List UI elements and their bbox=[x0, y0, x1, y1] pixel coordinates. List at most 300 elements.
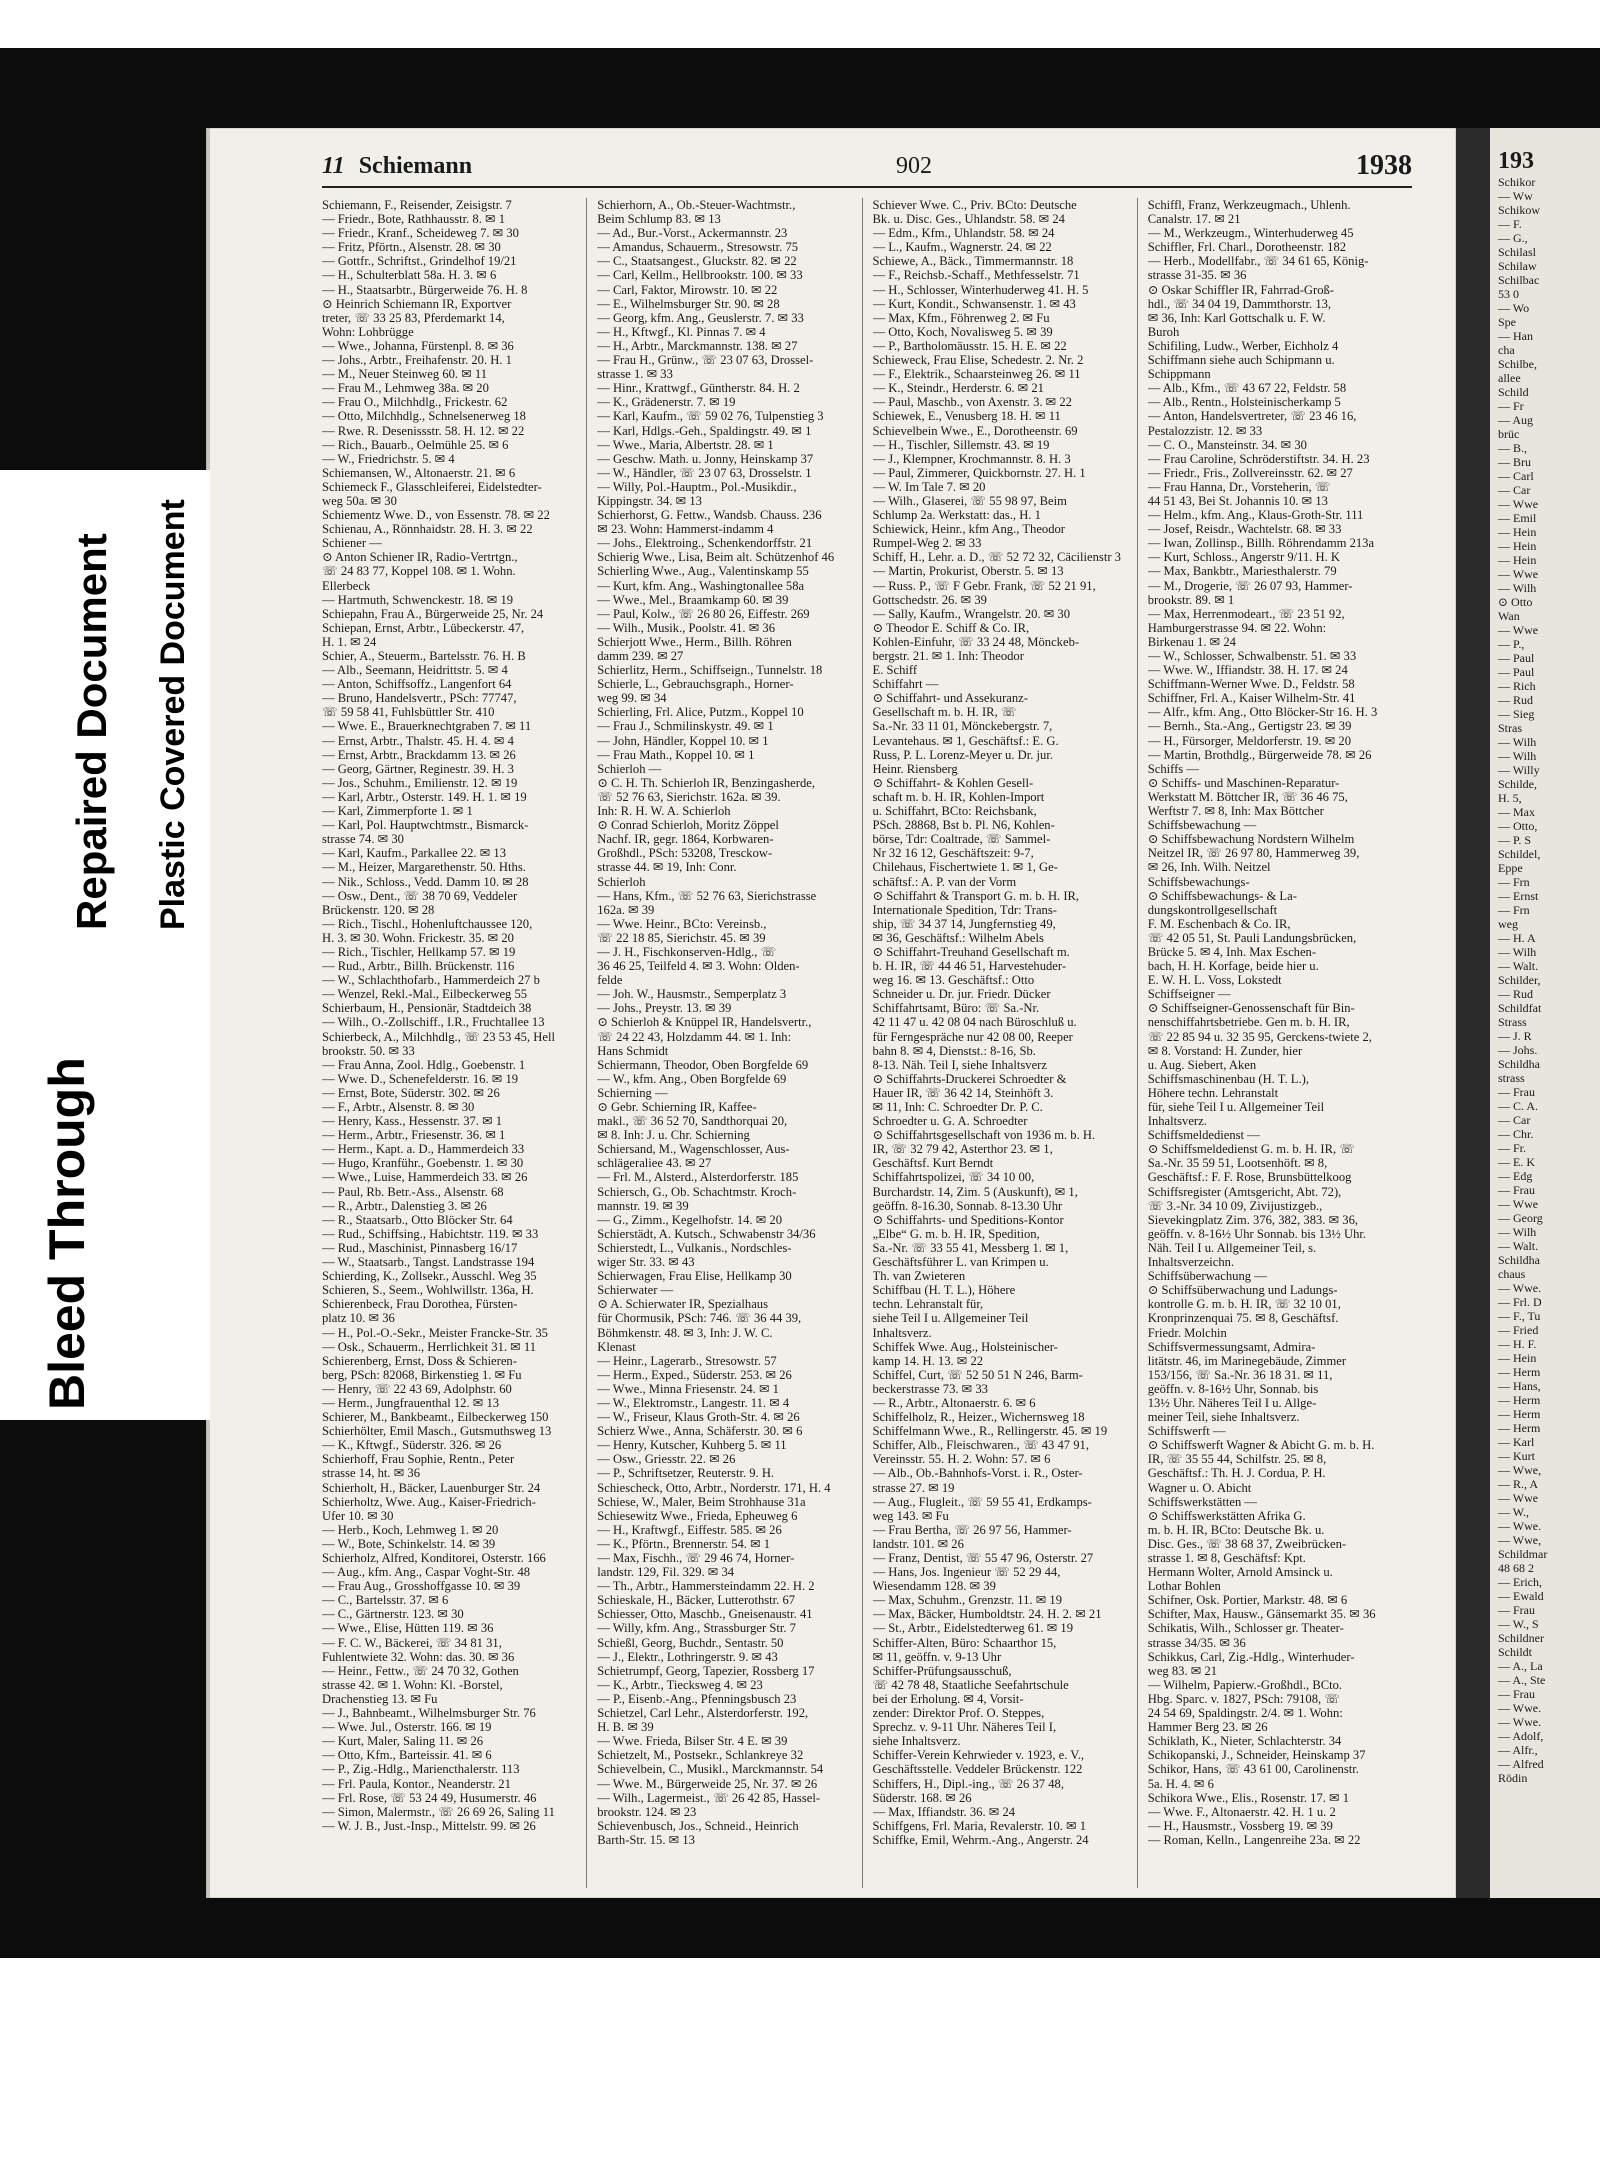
directory-entry: E. W. H. L. Voss, Lokstedt bbox=[1147, 973, 1282, 988]
directory-entry: — Willy, kfm. Ang., Strassburger Str. 7 bbox=[597, 1621, 796, 1636]
directory-entry: Schiffsmaschinenbau (H. T. L.), bbox=[1147, 1071, 1309, 1086]
directory-entry: — Frau Math., Koppel 10. ✉ 1 bbox=[597, 747, 755, 762]
directory-entry: — J., Bahnbeamt., Wilhelmsburger Str. 76 bbox=[322, 1706, 536, 1721]
directory-entry: Schierling, Frl. Alice, Putzm., Koppel 10 bbox=[597, 705, 804, 720]
directory-entry: Schiesser, Otto, Maschb., Gneisenaustr. 41 bbox=[597, 1607, 813, 1622]
directory-entry: 8-13. Näh. Teil I, siehe Inhaltsverz bbox=[872, 1057, 1047, 1072]
next-page-line: — Alfr., bbox=[1498, 1743, 1538, 1757]
directory-entry: Schiffsbewachung — bbox=[1147, 818, 1257, 833]
directory-entry: Schiffsbewachungs- bbox=[1147, 874, 1250, 889]
directory-entry: — Rich., Tischl., Hohenluftchaussee 120, bbox=[322, 916, 533, 931]
directory-entry: — Bruno, Handelsvertr., PSch: 77747, bbox=[322, 691, 517, 706]
next-page-line: — Herm bbox=[1498, 1407, 1541, 1421]
next-page-line: — Frl. D bbox=[1498, 1295, 1542, 1309]
directory-entry: — Aug., kfm. Ang., Caspar Voght-Str. 48 bbox=[322, 1565, 531, 1580]
directory-entry: 13½ Uhr. Näheres Teil I u. Allge- bbox=[1147, 1395, 1317, 1410]
directory-entry: — Wwe., Luise, Hammerdeich 33. ✉ 26 bbox=[322, 1170, 528, 1185]
directory-entry: — Paul, Kolw., ☏ 26 80 26, Eiffestr. 269 bbox=[597, 606, 810, 621]
directory-entry: Schiffke, Emil, Wehrm.-Ang., Angerstr. 24 bbox=[872, 1832, 1089, 1847]
directory-entry: strasse 31-35. ✉ 36 bbox=[1147, 268, 1247, 283]
directory-entry: ☏ 22 85 94 u. 32 35 95, Gerckens-twiete 2, bbox=[1147, 1029, 1372, 1044]
directory-entry: — Paul, Maschb., von Axenstr. 3. ✉ 22 bbox=[872, 395, 1072, 410]
directory-entry: — Alb., Rentn., Holsteinischerkamp 5 bbox=[1147, 395, 1341, 410]
directory-entry: Schiese, W., Maler, Beim Strohhause 31a bbox=[597, 1494, 806, 1509]
scan-frame bbox=[0, 48, 1600, 1958]
directory-entry: — Edm., Kfm., Uhlandstr. 58. ✉ 24 bbox=[872, 226, 1055, 241]
directory-entry: Schiffswerft — bbox=[1147, 1424, 1226, 1439]
next-page-line: Schilder, bbox=[1498, 973, 1541, 987]
directory-entry: — Herb., Modellfabr., ☏ 34 61 65, König- bbox=[1147, 254, 1369, 269]
directory-entry: Böhmkenstr. 48. ✉ 3, Inh: J. W. C. bbox=[597, 1325, 773, 1340]
directory-entry: — R., Arbtr., Dalenstieg 3. ✉ 26 bbox=[322, 1198, 487, 1213]
directory-entry: Schiersch, G., Ob. Schachtmstr. Kroch- bbox=[597, 1184, 797, 1199]
directory-entry: strasse 14, ht. ✉ 36 bbox=[322, 1466, 421, 1481]
document-condition-labels bbox=[0, 470, 210, 1420]
directory-entry: Schneider u. Dr. jur. Friedr. Dücker bbox=[872, 987, 1051, 1002]
directory-entry: Schiermann, Theodor, Oben Borgfelde 69 bbox=[597, 1057, 809, 1072]
directory-column-3 bbox=[873, 198, 1138, 1888]
directory-entry: — Rud., Arbtr., Billh. Brückenstr. 116 bbox=[322, 959, 515, 974]
next-page-line: — Hein bbox=[1498, 525, 1537, 539]
directory-entry: — Anton, Schiffsoffz., Langenfort 64 bbox=[322, 677, 512, 692]
directory-entry: Barth-Str. 15. ✉ 13 bbox=[597, 1832, 695, 1847]
directory-entry: — Frau O., Milchhdlg., Frickestr. 62 bbox=[322, 395, 508, 410]
book-gutter bbox=[1456, 128, 1490, 1898]
directory-entry: H. B. ✉ 39 bbox=[597, 1720, 654, 1735]
directory-entry: — Frau Bertha, ☏ 26 97 56, Hammer- bbox=[872, 1522, 1072, 1537]
directory-entry: Nr 32 16 12, Geschäftszeit: 9-7, bbox=[872, 846, 1034, 861]
next-page-line: Strass bbox=[1498, 1015, 1527, 1029]
directory-entry: Schierz Wwe., Anna, Schäferstr. 30. ✉ 6 bbox=[597, 1424, 803, 1439]
next-page-line: — Willy bbox=[1498, 763, 1540, 777]
directory-entry: Inhaltsverzeichn. bbox=[1147, 1255, 1235, 1270]
directory-entry: — J., Elektr., Lothringerstr. 9. ✉ 43 bbox=[597, 1649, 778, 1664]
directory-entry: brookstr. 89. ✉ 1 bbox=[1147, 592, 1235, 607]
next-page-edge bbox=[1490, 128, 1600, 1898]
directory-entry: Schlump 2a. Werkstatt: das., H. 1 bbox=[872, 508, 1041, 523]
directory-entry: Süderstr. 168. ✉ 26 bbox=[872, 1790, 972, 1805]
directory-entry: Schierwagen, Frau Elise, Hellkamp 30 bbox=[597, 1269, 792, 1284]
directory-entry: Schierig Wwe., Lisa, Beim alt. Schützenhof 46 bbox=[597, 550, 835, 565]
directory-entry: — W., Friseur, Klaus Groth-Str. 4. ✉ 26 bbox=[597, 1410, 800, 1425]
directory-entry: Schierhölter, Emil Masch., Gutsmuthsweg 13 bbox=[322, 1424, 552, 1439]
directory-entry: Schiemeck F., Glasschleiferei, Eidelstedter- bbox=[322, 479, 542, 494]
directory-entry: Schiffek Wwe. Aug., Holsteinischer- bbox=[872, 1339, 1058, 1354]
directory-entry: ⊙ Schiffseigner-Genossenschaft für Bin- bbox=[1147, 1001, 1355, 1016]
directory-entry: — P., Bartholomäusstr. 15. H. E. ✉ 22 bbox=[872, 338, 1067, 353]
next-page-line: Schildfat bbox=[1498, 1001, 1542, 1015]
directory-entry: Kohlen-Einfuhr, ☏ 33 24 48, Mönckeb- bbox=[872, 634, 1080, 649]
directory-entry: — Josef, Reisdr., Wachtelstr. 68. ✉ 33 bbox=[1147, 522, 1342, 537]
directory-entry: Hans Schmidt bbox=[597, 1043, 669, 1058]
directory-entry: Schiffgens, Frl. Maria, Revalerstr. 10. ✉ 1 bbox=[872, 1818, 1087, 1833]
directory-entry: — Georg, Gärtner, Reginestr. 39. H. 3 bbox=[322, 761, 514, 776]
directory-entry: Bk. u. Disc. Ges., Uhlandstr. 58. ✉ 24 bbox=[872, 212, 1065, 227]
directory-entry: — Kurt, Schloss., Angerstr 9/11. H. K bbox=[1147, 550, 1341, 565]
directory-entry: weg 83. ✉ 21 bbox=[1147, 1663, 1218, 1678]
next-page-line: — Otto, bbox=[1498, 819, 1538, 833]
directory-entry: für Chormusik, PSch: 746. ☏ 36 44 39, bbox=[597, 1311, 802, 1326]
directory-entry: — Rich., Bauarb., Oelmühle 25. ✉ 6 bbox=[322, 437, 509, 452]
next-page-line: — Paul bbox=[1498, 651, 1535, 665]
directory-entry: — Martin, Prokurist, Oberstr. 5. ✉ 13 bbox=[872, 564, 1064, 579]
next-page-line: Schildner bbox=[1498, 1631, 1544, 1645]
directory-entry: — Geschw. Math. u. Jonny, Heinskamp 37 bbox=[597, 451, 814, 466]
directory-entry: Hammer Berg 23. ✉ 26 bbox=[1147, 1720, 1268, 1735]
next-page-line: — Hein bbox=[1498, 553, 1537, 567]
directory-entry: ⊙ Anton Schiener IR, Radio-Vertrtgn., bbox=[322, 550, 518, 565]
directory-entry: — Max, Schuhm., Grenzstr. 11. ✉ 19 bbox=[872, 1593, 1063, 1608]
directory-entry: — E., Wilhelmsburger Str. 90. ✉ 28 bbox=[597, 296, 780, 311]
directory-entry: — Johs., Preystr. 13. ✉ 39 bbox=[597, 1001, 732, 1016]
directory-entry: — Frau H., Grünw., ☏ 23 07 63, Drossel- bbox=[597, 353, 814, 368]
directory-entry: — Nik., Schloss., Vedd. Damm 10. ✉ 28 bbox=[322, 874, 529, 889]
directory-entry: ⊙ Heinrich Schiemann IR, Exportver bbox=[322, 296, 512, 311]
directory-entry: Schiffelmann Wwe., R., Rellingerstr. 45. ✉ 19 bbox=[872, 1424, 1108, 1439]
directory-entry: Schiffer-Prüfungsausschuß, bbox=[872, 1663, 1012, 1678]
directory-entry: Schievelbein, C., Musikl., Marckmannstr. 54 bbox=[597, 1762, 824, 1777]
next-page-line: — Wwe. bbox=[1498, 1519, 1542, 1533]
directory-entry: — W. Im Tale 7. ✉ 20 bbox=[872, 479, 986, 494]
directory-entry: — F., Elektrik., Schaarsteinweg 26. ✉ 11 bbox=[872, 367, 1081, 382]
directory-entry: — Wwe., Mel., Braamkamp 60. ✉ 39 bbox=[597, 592, 789, 607]
directory-entry: Schiepahn, Frau A., Bürgerweide 25, Nr. 24 bbox=[322, 606, 544, 621]
directory-entry: Schierloh — bbox=[597, 761, 662, 776]
directory-entry: Schierholz, Alfred, Konditorei, Osterstr. 166 bbox=[322, 1551, 546, 1565]
directory-entry: Wiesendamm 128. ✉ 39 bbox=[872, 1579, 996, 1594]
directory-entry: — Frau Aug., Grosshoffgasse 10. ✉ 39 bbox=[322, 1579, 521, 1594]
directory-entry: ✉ 26, Inh. Wilh. Neitzel bbox=[1147, 860, 1271, 875]
directory-entry: ⊙ Schiffahrtsgesellschaft von 1936 m. b. H. bbox=[872, 1128, 1096, 1143]
directory-entry: nenschiffahrtsbetriebe. Gen m. b. H. IR, bbox=[1147, 1015, 1350, 1030]
directory-entry: Sievekingplatz Zim. 376, 382, 383. ✉ 36, bbox=[1147, 1212, 1359, 1227]
directory-entry: Schroedter u. G. A. Schroedter bbox=[872, 1114, 1028, 1129]
directory-entry: ⊙ Conrad Schierloh, Moritz Zöppel bbox=[597, 818, 779, 833]
directory-entry: makl., ☏ 36 52 70, Sandthorquai 20, bbox=[597, 1114, 788, 1129]
directory-entry: beckerstrasse 73. ✉ 33 bbox=[872, 1381, 988, 1396]
directory-entry: siehe Inhaltsverz. bbox=[872, 1734, 961, 1749]
next-page-line: — Frau bbox=[1498, 1603, 1535, 1617]
directory-entry: — Roman, Kelln., Langenreihe 23a. ✉ 22 bbox=[1147, 1832, 1361, 1847]
next-page-line: — Sieg bbox=[1498, 707, 1535, 721]
next-page-line: — P., bbox=[1498, 637, 1525, 651]
directory-entry: Schiffs — bbox=[1147, 761, 1199, 776]
directory-entry: meiner Teil, siehe Inhaltsverz. bbox=[1147, 1410, 1300, 1425]
directory-entry: Schievelbein Wwe., E., Dorotheenstr. 69 bbox=[872, 423, 1078, 438]
directory-entry: — Friedr., Bote, Rathhausstr. 8. ✉ 1 bbox=[322, 212, 506, 227]
directory-entry: — R., Arbtr., Altonaerstr. 6. ✉ 6 bbox=[872, 1395, 1036, 1410]
directory-page bbox=[206, 128, 1456, 1898]
directory-entry: — Osw., Griesstr. 22. ✉ 26 bbox=[597, 1452, 736, 1467]
directory-entry: Schiffsvermessungsamt, Admira- bbox=[1147, 1339, 1316, 1354]
next-page-line: Schildel, bbox=[1498, 847, 1541, 861]
next-page-line: — B., bbox=[1498, 441, 1528, 455]
next-page-line: brüc bbox=[1498, 427, 1520, 441]
directory-entry: Vereinsstr. 55. H. 2. Wohn: 57. ✉ 6 bbox=[872, 1452, 1051, 1467]
directory-entry: ☏ 52 76 63, Sierichstr. 162a. ✉ 39. bbox=[597, 789, 781, 804]
directory-entry: bach, H. H. Korfage, beide hier u. bbox=[1147, 959, 1319, 974]
directory-entry: — Karl, Pol. Hauptwchtmstr., Bismarck- bbox=[322, 818, 529, 833]
directory-entry: bergstr. 21. ✉ 1. Inh: Theodor bbox=[872, 649, 1024, 663]
directory-entry: kamp 14. H. 13. ✉ 22 bbox=[872, 1353, 984, 1368]
directory-entry: Näh. Teil I u. Allgemeiner Teil, s. bbox=[1147, 1240, 1317, 1255]
directory-entry: Schierding, K., Zollsekr., Ausschl. Weg 35 bbox=[322, 1269, 537, 1284]
directory-entry: — W., kfm. Ang., Oben Borgfelde 69 bbox=[597, 1071, 787, 1086]
directory-entry: bahn 8. ✉ 4, Dienstst.: 8-16, Sb. bbox=[872, 1043, 1036, 1058]
directory-entry: Schierer, M., Bankbeamt., Eilbeckerweg 150 bbox=[322, 1410, 549, 1425]
directory-entry: — Aug., Flugleit., ☏ 59 55 41, Erdkamps- bbox=[872, 1494, 1092, 1509]
directory-entry: landstr. 101. ✉ 26 bbox=[872, 1536, 964, 1551]
directory-entry: — Wilh., Lagermeist., ☏ 26 42 85, Hassel- bbox=[597, 1790, 821, 1805]
page-header bbox=[322, 146, 1412, 188]
directory-entry: Brücke 5. ✉ 4, Inh. Max Eschen- bbox=[1147, 944, 1317, 959]
directory-entry: — Otto, Milchhdlg., Schnelsenerweg 18 bbox=[322, 409, 526, 424]
next-page-line: — Wilh bbox=[1498, 749, 1537, 763]
directory-entry: IR, ☏ 32 79 42, Asterthor 23. ✉ 1, bbox=[872, 1142, 1053, 1157]
directory-entry: — Wilhelm, Papierw.-Großhdl., BCto. bbox=[1147, 1677, 1343, 1692]
directory-entry: — Wwe. W., Iffiandstr. 38. H. 17. ✉ 24 bbox=[1147, 663, 1348, 678]
directory-entry: — Paul, Rb. Betr.-Ass., Alsenstr. 68 bbox=[322, 1184, 504, 1199]
directory-entry: — Sally, Kaufm., Wrangelstr. 20. ✉ 30 bbox=[872, 606, 1071, 621]
directory-entry: 5a. H. 4. ✉ 6 bbox=[1147, 1776, 1214, 1791]
next-page-line: — P. S bbox=[1498, 833, 1532, 847]
directory-entry: — Russ. P., ☏ F Gebr. Frank, ☏ 52 21 91, bbox=[872, 578, 1096, 593]
next-page-line: — H. A bbox=[1498, 931, 1536, 945]
directory-entry: berg, PSch: 82068, Birkenstieg 1. ✉ Fu bbox=[322, 1367, 522, 1382]
next-page-line: — Bru bbox=[1498, 455, 1531, 469]
directory-entry: Schierhoff, Frau Sophie, Rentn., Peter bbox=[322, 1452, 515, 1467]
directory-entry: Neitzel IR, ☏ 26 97 80, Hammerweg 39, bbox=[1147, 846, 1360, 861]
directory-entry: Schiffswerkstätten — bbox=[1147, 1494, 1257, 1509]
directory-entry: Schiffmann-Werner Wwe. D., Feldstr. 58 bbox=[1147, 677, 1355, 692]
next-page-line: — Ww bbox=[1498, 189, 1533, 203]
directory-entry: Schienau, A., Rönnhaidstr. 28. H. 3. ✉ 22 bbox=[322, 522, 533, 537]
directory-entry: u. Aug. Siebert, Aken bbox=[1147, 1057, 1257, 1072]
next-page-line: Schilbe, bbox=[1498, 357, 1537, 371]
directory-entry: Kronprinzenquai 75. ✉ 8, Geschäftsf. bbox=[1147, 1311, 1339, 1326]
directory-entry: u. Schiffahrt, BCto: Reichsbank, bbox=[872, 804, 1037, 819]
next-page-line: — Wilh bbox=[1498, 1225, 1537, 1239]
heading-name: Schiemann bbox=[358, 152, 473, 179]
directory-entry: Schikatis, Wilh., Schlosser gr. Theater- bbox=[1147, 1621, 1344, 1636]
directory-entry: ☏ 24 83 77, Koppel 108. ✉ 1. Wohn. bbox=[322, 564, 516, 579]
next-page-line: weg bbox=[1498, 917, 1518, 931]
directory-entry: — Johs., Arbtr., Freihafenstr. 20. H. 1 bbox=[322, 353, 512, 368]
next-page-line: Stras bbox=[1498, 721, 1522, 735]
next-page-line: — Frau bbox=[1498, 1183, 1535, 1197]
directory-entry: Schiepan, Ernst, Arbtr., Lübeckerstr. 47, bbox=[322, 620, 525, 635]
directory-entry: ☏ 22 18 85, Sierichstr. 45. ✉ 39 bbox=[597, 930, 766, 945]
directory-entry: — St., Arbtr., Eidelstedterweg 61. ✉ 19 bbox=[872, 1621, 1073, 1636]
next-page-line: — F. bbox=[1498, 217, 1522, 231]
directory-entry: ⊙ Schiffswerft Wagner & Abicht G. m. b. H. bbox=[1147, 1438, 1375, 1453]
directory-entry: — K., Steindr., Herderstr. 6. ✉ 21 bbox=[872, 381, 1044, 396]
next-page-line: — Frn bbox=[1498, 875, 1530, 889]
directory-entry: ⊙ C. H. Th. Schierloh IR, Benzingasherde, bbox=[597, 775, 815, 790]
directory-entry: weg 16. ✉ 13. Geschäftsf.: Otto bbox=[872, 973, 1035, 988]
directory-entry: PSch. 28868, Bst b. Pl. N6, Kohlen- bbox=[872, 818, 1055, 833]
directory-entry: — Rud., Maschinist, Pinnasberg 16/17 bbox=[322, 1240, 518, 1255]
next-page-line: — J. R bbox=[1498, 1029, 1532, 1043]
directory-entry: — H., Kftwgf., Kl. Pinnas 7. ✉ 4 bbox=[597, 324, 766, 339]
entry-columns bbox=[322, 198, 1412, 1888]
next-page-line: — Emil bbox=[1498, 511, 1537, 525]
directory-entry: ✉ 11, Inh: C. Schroedter Dr. P. C. bbox=[872, 1100, 1043, 1114]
directory-entry: strasse 27. ✉ 19 bbox=[872, 1480, 955, 1495]
directory-entry: — F. C. W., Bäckerei, ☏ 34 81 31, bbox=[322, 1635, 502, 1650]
directory-entry: 153/156, ☏ Sa.-Nr. 36 18 31. ✉ 11, bbox=[1147, 1367, 1333, 1382]
next-page-line: — Ernst bbox=[1498, 889, 1539, 903]
next-page-line: Schilasl bbox=[1498, 245, 1536, 259]
directory-entry: — Iwan, Zollinsp., Billh. Röhrendamm 213a bbox=[1147, 536, 1375, 551]
directory-entry: — H., Pol.-O.-Sekr., Meister Francke-Str. 35 bbox=[322, 1325, 548, 1340]
directory-entry: Schieskale, H., Bäcker, Lutterothstr. 67 bbox=[597, 1593, 796, 1608]
directory-entry: siehe Teil I u. Allgemeiner Teil bbox=[872, 1311, 1029, 1326]
directory-entry: — Amandus, Schauerm., Stresowstr. 75 bbox=[597, 240, 799, 255]
directory-entry: brookstr. 124. ✉ 23 bbox=[597, 1804, 697, 1819]
next-page-line: — A., Ste bbox=[1498, 1673, 1546, 1687]
directory-entry: — K., Kftwgf., Süderstr. 326. ✉ 26 bbox=[322, 1438, 502, 1453]
directory-entry: — Herm., Exped., Süderstr. 253. ✉ 26 bbox=[597, 1367, 792, 1382]
directory-entry: — Franz, Dentist, ☏ 55 47 96, Osterstr. 27 bbox=[872, 1551, 1094, 1565]
directory-entry: Schierlitz, Herm., Schiffseign., Tunnelstr. 18 bbox=[597, 663, 823, 678]
directory-entry: — H., Arbtr., Marckmannstr. 138. ✉ 27 bbox=[597, 338, 798, 353]
directory-entry: Schierbaum, H., Pensionär, Stadtdeich 38 bbox=[322, 1001, 532, 1016]
directory-entry: Sa.-Nr. 35 59 51, Lootsenhöft. ✉ 8, bbox=[1147, 1156, 1328, 1171]
directory-entry: Schiffelholz, R., Heizer., Wichernsweg 18 bbox=[872, 1410, 1085, 1425]
directory-entry: — K., Arbtr., Tiecksweg 4. ✉ 23 bbox=[597, 1677, 763, 1692]
directory-entry: Schifiling, Ludw., Werber, Eichholz 4 bbox=[1147, 338, 1339, 353]
directory-entry: Drachenstieg 13. ✉ Fu bbox=[322, 1691, 438, 1706]
directory-entry: dungskontrollgesellschaft bbox=[1147, 902, 1278, 917]
directory-entry: ⊙ Schiffahrts-Druckerei Schroedter & bbox=[872, 1071, 1067, 1086]
directory-entry: m. b. H. IR, BCto: Deutsche Bk. u. bbox=[1147, 1522, 1325, 1537]
directory-entry: Fuhlentwiete 32. Wohn: das. 30. ✉ 36 bbox=[322, 1649, 515, 1664]
directory-entry: Hauer IR, ☏ 36 42 14, Steinhöft 3. bbox=[872, 1085, 1054, 1100]
directory-entry: — K., Grädenerstr. 7. ✉ 19 bbox=[597, 395, 736, 410]
directory-entry: Schiemann, F., Reisender, Zeisigstr. 7 bbox=[322, 198, 512, 212]
directory-entry: — H., Schulterblatt 58a. H. 3. ✉ 6 bbox=[322, 268, 497, 283]
next-page-line: — Kurt bbox=[1498, 1449, 1535, 1463]
next-page-line: — Fried bbox=[1498, 1323, 1539, 1337]
directory-entry: — Max, Iffiandstr. 36. ✉ 24 bbox=[872, 1804, 1016, 1819]
next-page-line: — Chr. bbox=[1498, 1127, 1534, 1141]
directory-entry: 44 51 43, Bei St. Johannis 10. ✉ 13 bbox=[1147, 493, 1328, 508]
directory-entry: Ufer 10. ✉ 30 bbox=[322, 1508, 394, 1523]
next-page-line: — A., La bbox=[1498, 1659, 1543, 1673]
directory-entry: Schiklath, K., Nieter, Schlachterstr. 34 bbox=[1147, 1734, 1342, 1749]
directory-entry: Schiemansen, W., Altonaerstr. 21. ✉ 6 bbox=[322, 465, 516, 480]
directory-entry: Schiesewitz Wwe., Frieda, Epheuweg 6 bbox=[597, 1508, 798, 1523]
next-page-line: — Rud bbox=[1498, 693, 1534, 707]
directory-entry: 24 54 69, Spaldingstr. 2/4. ✉ 1. Wohn: bbox=[1147, 1706, 1343, 1721]
next-page-line: Schildt bbox=[1498, 1645, 1533, 1659]
directory-entry: — Karl, Hdlgs.-Geh., Spaldingstr. 49. ✉ 1 bbox=[597, 423, 812, 438]
next-page-line: Schildmar bbox=[1498, 1547, 1548, 1561]
directory-entry: — Martin, Brothdlg., Bürgerweide 78. ✉ 26 bbox=[1147, 747, 1372, 762]
next-page-line: H. 5, bbox=[1498, 791, 1522, 805]
directory-entry: — C., Gärtnerstr. 123. ✉ 30 bbox=[322, 1607, 464, 1622]
directory-entry: ✉ 23. Wohn: Hammerst-indamm 4 bbox=[597, 522, 774, 537]
directory-entry: E. Schiff bbox=[872, 663, 918, 678]
directory-entry: — Willy, Pol.-Hauptm., Pol.-Musikdir., bbox=[597, 479, 797, 494]
page-year: 1938 bbox=[1355, 150, 1412, 181]
directory-entry: hdl., ☏ 34 04 19, Dammthorstr. 13, bbox=[1147, 296, 1332, 311]
directory-entry: — M., Neuer Steinweg 60. ✉ 11 bbox=[322, 367, 488, 382]
directory-entry: — Ad., Bur.-Vorst., Ackermannstr. 23 bbox=[597, 226, 788, 241]
directory-entry: F. M. Eschenbach & Co. IR, bbox=[1147, 916, 1291, 931]
directory-entry: ⊙ Schiffsmeldedienst G. m. b. H. IR, ☏ bbox=[1147, 1142, 1356, 1157]
next-page-line: — Georg bbox=[1498, 1211, 1543, 1225]
directory-entry: — Hans, Jos. Ingenieur ☏ 52 29 44, bbox=[872, 1565, 1061, 1580]
directory-entry: Schierholtz, Wwe. Aug., Kaiser-Friedrich- bbox=[322, 1494, 536, 1509]
directory-entry: 162a. ✉ 39 bbox=[597, 902, 655, 917]
directory-entry: Inhaltsverz. bbox=[872, 1325, 932, 1340]
directory-entry: — Paul, Zimmerer, Quickbornstr. 27. H. 1 bbox=[872, 465, 1086, 480]
next-page-line: 53 0 bbox=[1498, 287, 1519, 301]
directory-entry: ship, ☏ 34 37 14, Jungfernstieg 49, bbox=[872, 916, 1056, 931]
directory-entry: — Wwe. Frieda, Bilser Str. 4 E. ✉ 39 bbox=[597, 1734, 788, 1749]
next-page-line: — Alfred bbox=[1498, 1757, 1544, 1771]
directory-entry: — Alb., Ob.-Bahnhofs-Vorst. i. R., Oster- bbox=[872, 1466, 1083, 1481]
directory-entry: — Rich., Tischler, Hellkamp 57. ✉ 19 bbox=[322, 944, 516, 959]
directory-entry: — P., Zig.-Hdlg., Mariencthalerstr. 113 bbox=[322, 1762, 520, 1777]
directory-entry: — Friedr., Kranf., Scheideweg 7. ✉ 30 bbox=[322, 226, 519, 241]
directory-entry: — Alb., Kfm., ☏ 43 67 22, Feldstr. 58 bbox=[1147, 381, 1347, 396]
directory-entry: Schikopanski, J., Schneider, Heinskamp 37 bbox=[1147, 1748, 1366, 1763]
directory-entry: — Gottfr., Schriftst., Grindelhof 19/21 bbox=[322, 254, 517, 269]
directory-entry: ⊙ Theodor E. Schiff & Co. IR, bbox=[872, 620, 1030, 635]
directory-entry: Schiffahrtspolizei, ☏ 34 10 00, bbox=[872, 1170, 1035, 1185]
directory-entry: — Wwe., Johanna, Fürstenpl. 8. ✉ 36 bbox=[322, 338, 514, 353]
directory-entry: 36 46 25, Teilfeld 4. ✉ 3. Wohn: Olden- bbox=[597, 959, 800, 974]
directory-entry: — Kurt, Kondit., Schwansenstr. 1. ✉ 43 bbox=[872, 296, 1076, 311]
directory-entry: — Frau Caroline, Schröderstiftstr. 34. H. 23 bbox=[1147, 451, 1370, 466]
directory-entry: für, siehe Teil I u. Allgemeiner Teil bbox=[1147, 1100, 1325, 1114]
directory-entry: — Wwe. Heinr., BCto: Vereinsb., bbox=[597, 916, 767, 931]
directory-entry: — H., Staatsarbtr., Bürgerweide 76. H. 8 bbox=[322, 282, 528, 297]
next-page-line: Schild bbox=[1498, 385, 1529, 399]
directory-entry: Schievenbusch, Jos., Schneid., Heinrich bbox=[597, 1818, 799, 1833]
directory-entry: Schierning — bbox=[597, 1085, 668, 1100]
directory-column-2 bbox=[597, 198, 862, 1888]
directory-entry: zender: Direktor Prof. O. Steppes, bbox=[872, 1706, 1045, 1721]
directory-entry: Birkenau 1. ✉ 24 bbox=[1147, 634, 1236, 649]
next-page-line: allee bbox=[1498, 371, 1521, 385]
directory-entry: Schierhorn, A., Ob.-Steuer-Wachtmstr., bbox=[597, 198, 796, 212]
directory-entry: bei der Erholung. ✉ 4, Vorsit- bbox=[872, 1691, 1024, 1706]
directory-entry: ⊙ Schierloh & Knüppel IR, Handelsvertr., bbox=[597, 1015, 812, 1030]
directory-entry: Disc. Ges., ☏ 38 68 37, Zweibrücken- bbox=[1147, 1536, 1347, 1551]
directory-entry: ⊙ Schiffahrt-Treuhand Gesellschaft m. bbox=[872, 944, 1070, 959]
directory-entry: — Otto, Koch, Novalisweg 5. ✉ 39 bbox=[872, 324, 1053, 339]
directory-entry: Brückenstr. 120. ✉ 28 bbox=[322, 902, 435, 917]
directory-entry: — Th., Arbtr., Hammersteindamm 22. H. 2 bbox=[597, 1579, 815, 1594]
directory-entry: ⊙ Oskar Schiffler IR, Fahrrad-Groß- bbox=[1147, 282, 1334, 297]
next-page-line: — Aug bbox=[1498, 413, 1534, 427]
directory-entry: ✉ 8. Inh: J. u. Chr. Schierning bbox=[597, 1128, 750, 1143]
directory-entry: — F., Reichsb.-Schaff., Methfesselstr. 71 bbox=[872, 268, 1080, 283]
directory-entry: — Frl. M., Alsterd., Alsterdorferstr. 185 bbox=[597, 1170, 799, 1185]
next-page-line: — Wwe. bbox=[1498, 1701, 1542, 1715]
directory-entry: — Ernst, Bote, Süderstr. 302. ✉ 26 bbox=[322, 1085, 500, 1100]
next-page-line: — G., bbox=[1498, 231, 1528, 245]
directory-entry: Schiever Wwe. C., Priv. BCto: Deutsche bbox=[872, 198, 1077, 212]
directory-entry: Schiffl, Franz, Werkzeugmach., Uhlenh. bbox=[1147, 198, 1351, 212]
directory-entry: börse, Tdr: Coaltrade, ☏ Sammel- bbox=[872, 832, 1051, 847]
next-page-line: Schildha bbox=[1498, 1057, 1540, 1071]
directory-entry: — Max, Bäcker, Humboldtstr. 24. H. 2. ✉ 21 bbox=[872, 1607, 1102, 1622]
